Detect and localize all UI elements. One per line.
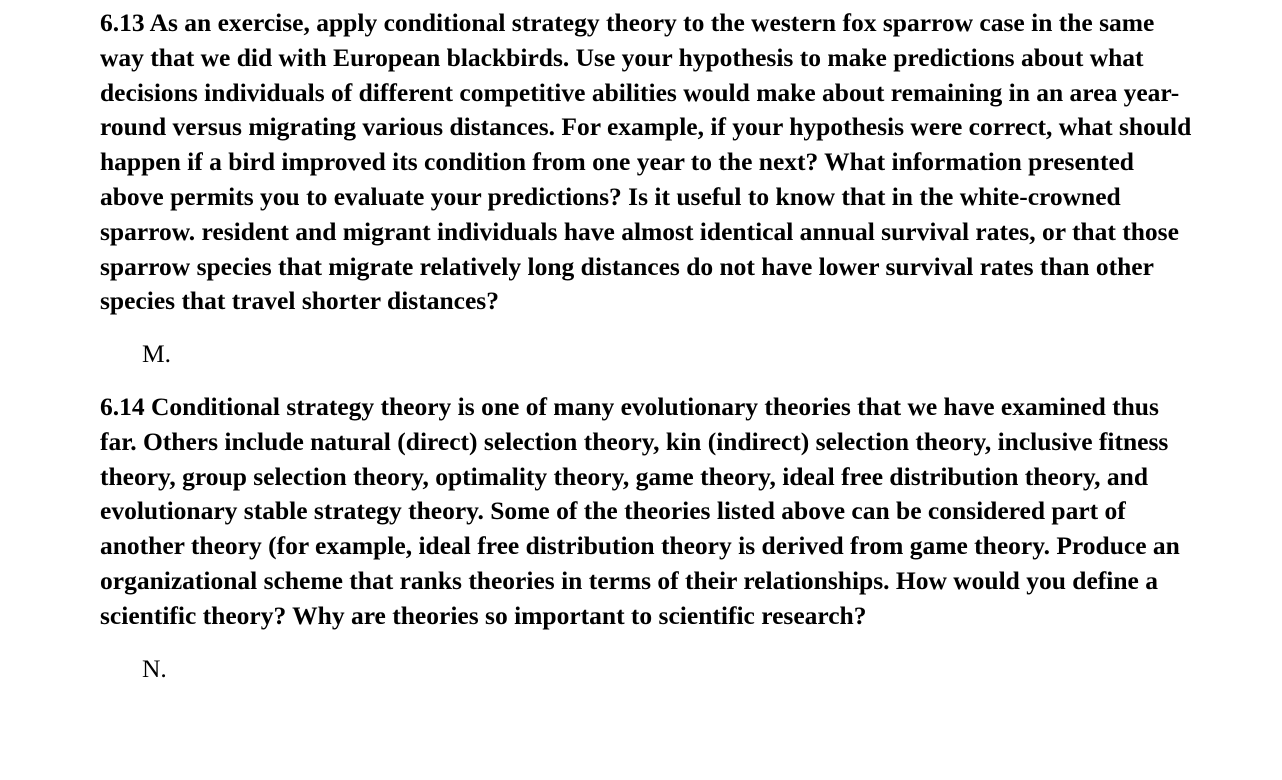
answer-label-n: N.: [142, 653, 167, 683]
question-6-13: 6.13 As an exercise, apply conditional strategy theory to the western fox sparrow case in the same way that we did with European blackbirds. Use your hypothesis to make predictions about what decisions individuals of different competitive abilities would make about remaining in an area year-round versus migrating various distances. For example, if your hypothesis were correct, what should happen if a bird improved its condition from one year to the next? What information presented above permits you to evaluate your predictions? Is it useful to know that in the white-crowned sparrow. resident and migrant individuals have almost identical annual survival rates, or that those sparrow species that migrate relatively long distances do not have lower survival rates than other species that travel shorter distances?: [100, 8, 1192, 316]
answer-label-m: M.: [142, 339, 172, 369]
question-6-14: 6.14 Conditional strategy theory is one of many evolutionary theories that we have examined thus far. Others include natural (direct) selection theory, kin (indirect) selection theory, inclusive fitness theory, group selection theory, optimality theory, game theory, ideal free distribution theory, and evolutionary stable strategy theory. Some of the theories listed above can be considered part of another theory (for example, ideal free distribution theory is derived from game theory. Produce an organizational scheme that ranks theories in terms of their relationships. How would you define a scientific theory? Why are theories so important to scientific research?: [100, 391, 1180, 630]
